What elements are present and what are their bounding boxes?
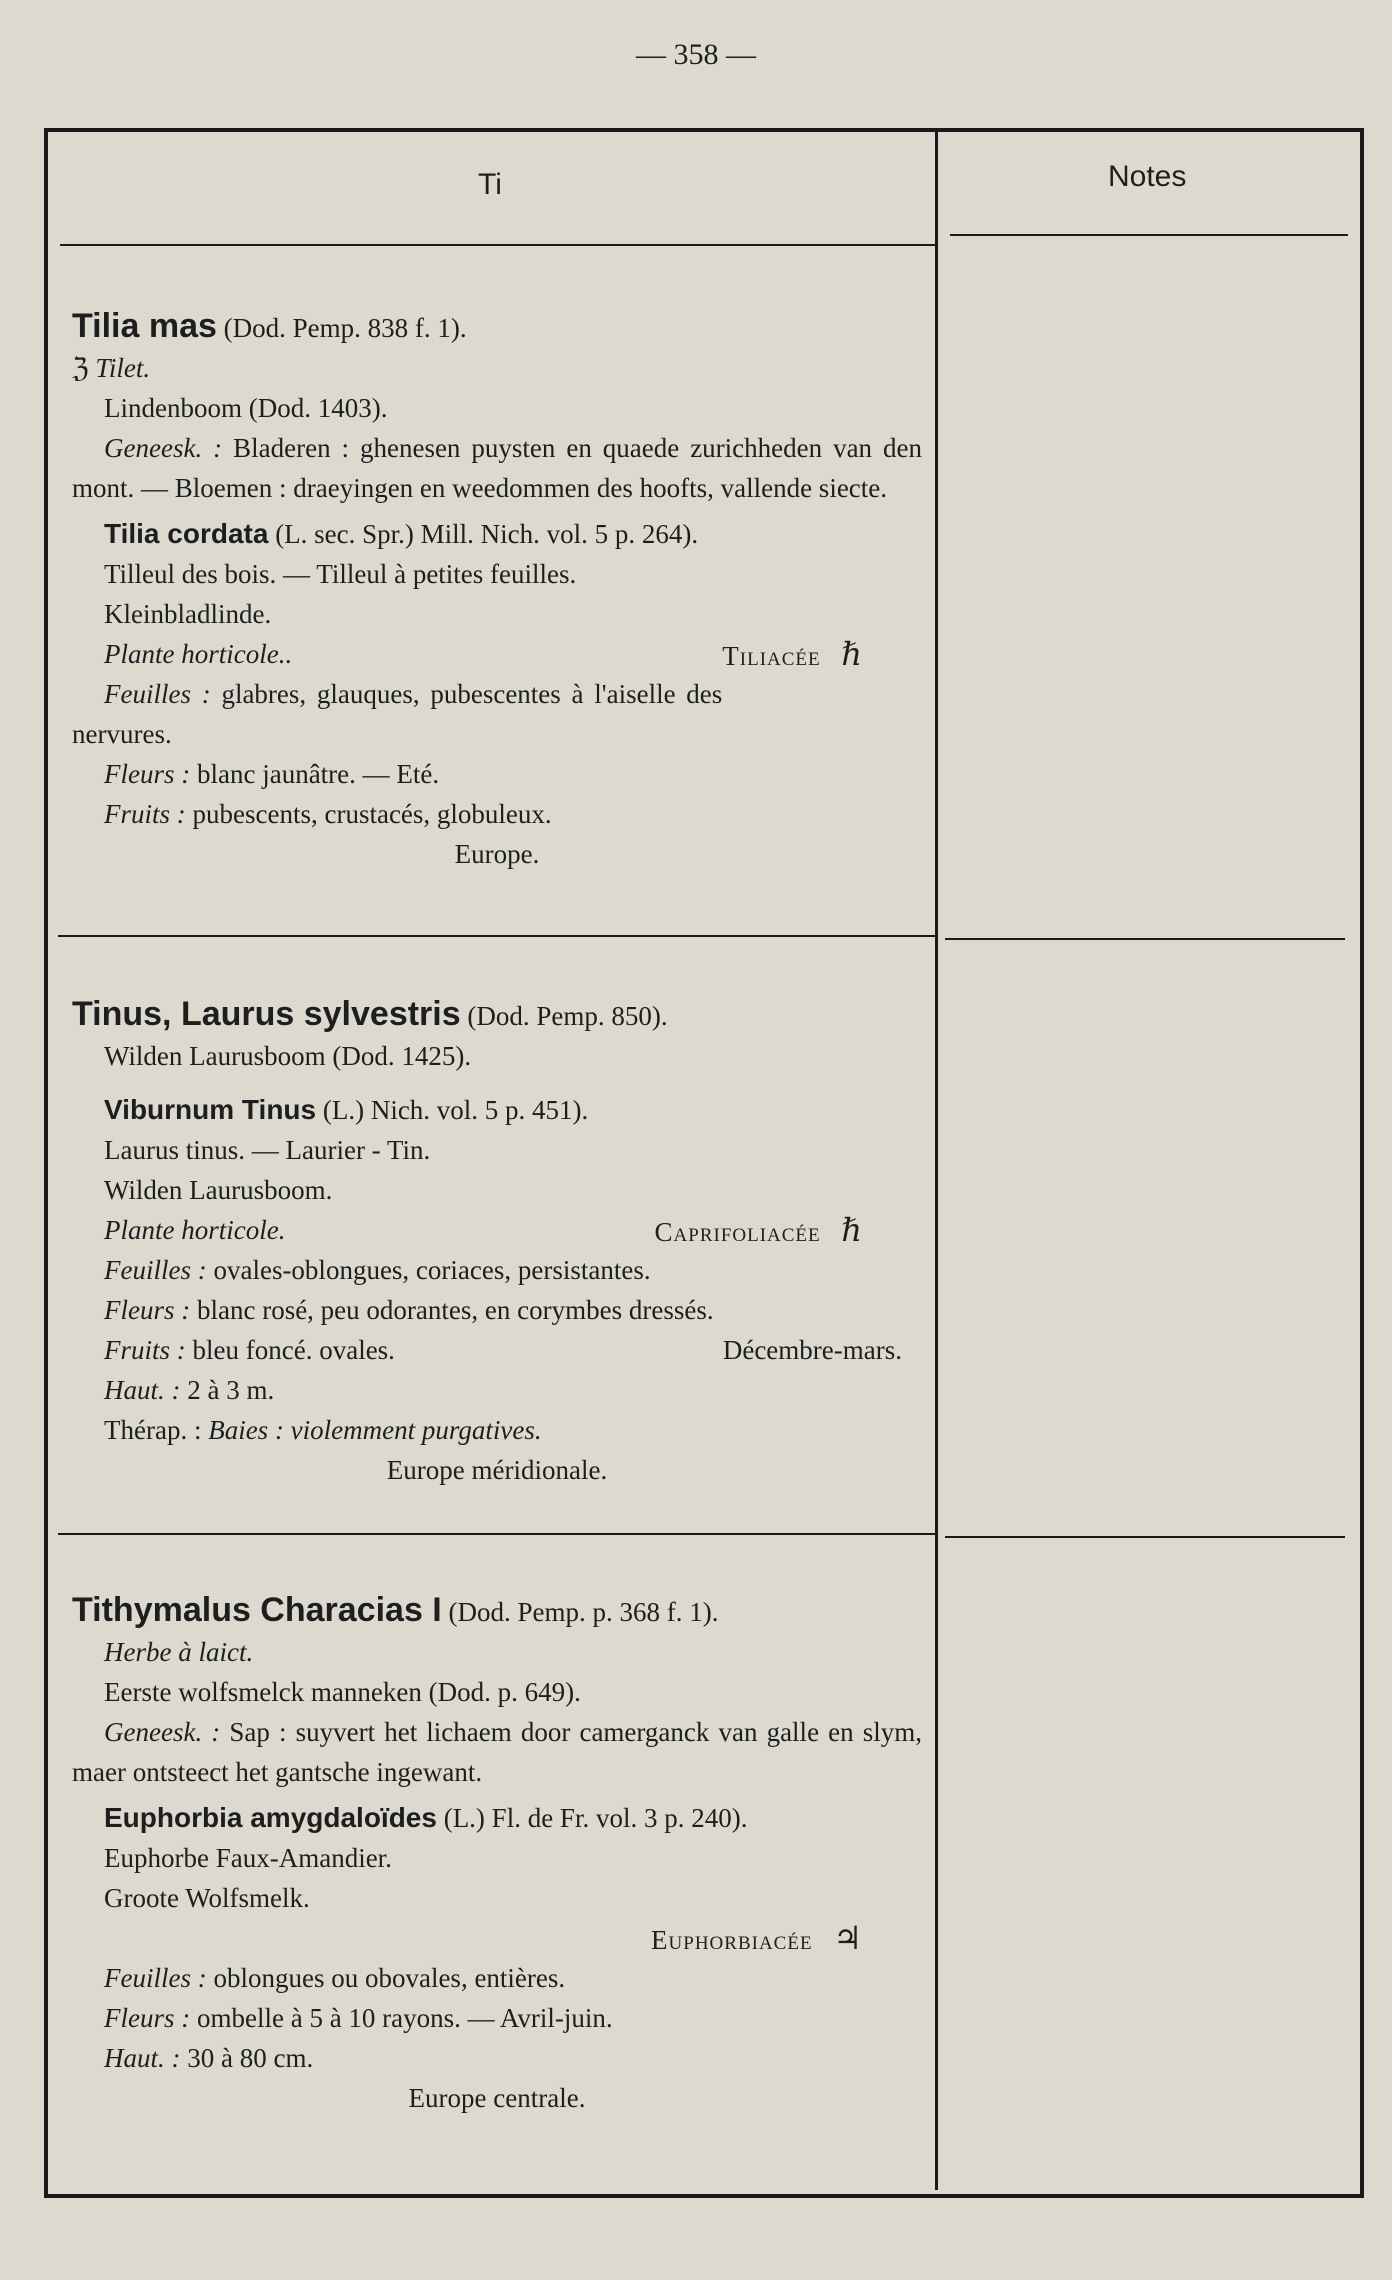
geneesk-paragraph bbox=[72, 1712, 922, 1792]
height-label: Haut. : bbox=[104, 2043, 181, 2073]
old-name-mark: ℨ bbox=[72, 353, 89, 383]
old-name-line bbox=[72, 348, 922, 388]
plant-type: Plante horticole. bbox=[104, 1215, 286, 1245]
entry-heading bbox=[72, 306, 922, 348]
modern-name: Euphorbia amygdaloïdes bbox=[104, 1802, 437, 1833]
flowers-text: ombelle à 5 à 10 rayons. — Avril-juin. bbox=[196, 2003, 613, 2033]
geneesk-paragraph bbox=[72, 428, 922, 508]
modern-name: Tilia cordata bbox=[104, 518, 269, 549]
leaves-text: ovales-oblongues, coriaces, persistantes. bbox=[213, 1255, 651, 1285]
entry-heading bbox=[72, 1590, 922, 1632]
entry-separator-1 bbox=[58, 935, 935, 937]
modern-ref: (L.) Fl. de Fr. vol. 3 p. 240). bbox=[443, 1803, 748, 1833]
height-text: 2 à 3 m. bbox=[187, 1375, 275, 1405]
flowers-text: blanc rosé, peu odorantes, en corymbes dressés. bbox=[196, 1295, 714, 1325]
region: Europe méridionale. bbox=[386, 1455, 608, 1485]
entry-tithymalus bbox=[72, 1590, 922, 2118]
fruits-line bbox=[72, 1330, 922, 1370]
dutch-name: Wilden Laurusboom (Dod. 1425). bbox=[104, 1041, 472, 1071]
perennial-symbol-icon: ♃ bbox=[833, 1920, 862, 1956]
flowers-label: Fleurs : bbox=[104, 1295, 191, 1325]
family-name: Tiliacée bbox=[722, 641, 821, 671]
dodoens-ref: (Dod. Pemp. 850). bbox=[467, 1001, 668, 1031]
leaves-label: Feuilles : bbox=[104, 679, 211, 709]
fruits-text: bleu foncé. ovales. bbox=[192, 1335, 395, 1365]
page-number: — 358 — bbox=[636, 38, 756, 71]
family-block bbox=[722, 634, 862, 676]
fruits-text: pubescents, crustacés, globuleux. bbox=[192, 799, 552, 829]
plant-type: Plante horticole.. bbox=[104, 639, 293, 669]
geneesk-text: Bladeren : ghenesen puysten en quaede zurichheden van den mont. — Bloemen : draeyingen en weedommen des hoofts, vallende siecte. bbox=[72, 433, 922, 503]
leaves-text: glabres, glauques, pubescentes à l'aiselle des nervures. bbox=[72, 679, 723, 749]
column-header-ti: Ti bbox=[478, 168, 502, 201]
height-label: Haut. : bbox=[104, 1375, 181, 1405]
family-line bbox=[72, 1918, 922, 1958]
tree-symbol-icon: ℏ bbox=[841, 636, 862, 672]
common-name-nl: Wilden Laurusboom. bbox=[104, 1175, 333, 1205]
entry-heading bbox=[72, 994, 922, 1036]
modern-ref: (L. sec. Spr.) Mill. Nich. vol. 5 p. 264). bbox=[275, 519, 699, 549]
fruits-label: Fruits : bbox=[104, 799, 186, 829]
header-rule-right bbox=[950, 234, 1348, 236]
dodoens-ref: (Dod. Pemp. p. 368 f. 1). bbox=[448, 1597, 719, 1627]
geneesk-label: Geneesk. : bbox=[104, 433, 223, 463]
synonym-line: Laurus tinus. — Laurier - Tin. bbox=[104, 1135, 431, 1165]
common-name-nl: Groote Wolfsmelk. bbox=[104, 1883, 310, 1913]
headword: Tilia mas bbox=[72, 307, 217, 345]
dodoens-ref: (Dod. Pemp. 838 f. 1). bbox=[223, 313, 467, 343]
family-name: Euphorbiacée bbox=[651, 1925, 813, 1955]
therap-label: Thérap. : bbox=[104, 1415, 202, 1445]
old-name: Tilet. bbox=[95, 353, 151, 383]
height-line bbox=[72, 1370, 922, 1410]
modern-name-line bbox=[72, 1090, 922, 1130]
fruits-line bbox=[72, 794, 922, 834]
column-header-notes: Notes bbox=[1108, 160, 1187, 193]
entry-tilia bbox=[72, 306, 922, 874]
family-name: Caprifoliacée bbox=[654, 1217, 821, 1247]
flowers-line bbox=[72, 1290, 922, 1330]
flowers-label: Fleurs : bbox=[104, 2003, 191, 2033]
leaves-line bbox=[72, 1250, 922, 1290]
leaves-label: Feuilles : bbox=[104, 1963, 207, 1993]
common-name-fr: Tilleul des bois. — Tilleul à petites feuilles. bbox=[104, 559, 577, 589]
leaves-paragraph bbox=[72, 674, 922, 754]
left-border bbox=[44, 128, 48, 2194]
flowers-line bbox=[72, 754, 922, 794]
modern-name: Viburnum Tinus bbox=[104, 1094, 317, 1125]
therap-text: Baies : violemment purgatives. bbox=[208, 1415, 542, 1445]
headword: Tithymalus Characias I bbox=[72, 1591, 442, 1629]
header-rule-left bbox=[60, 244, 935, 246]
dutch-name: Lindenboom (Dod. 1403). bbox=[104, 393, 388, 423]
leaves-label: Feuilles : bbox=[104, 1255, 207, 1285]
geneesk-text: Sap : suyvert het lichaem door camerganck van galle en slym, maer ontsteect het gantsche ingewant. bbox=[72, 1717, 923, 1787]
season: Décembre-mars. bbox=[722, 1335, 902, 1365]
entry-separator-2-notes bbox=[945, 1536, 1345, 1538]
entry-separator-2 bbox=[58, 1533, 935, 1535]
plant-type-line bbox=[72, 1210, 922, 1250]
modern-ref: (L.) Nich. vol. 5 p. 451). bbox=[322, 1095, 589, 1125]
entry-separator-1-notes bbox=[945, 938, 1345, 940]
family-block bbox=[655, 1210, 862, 1252]
column-divider bbox=[935, 132, 938, 2190]
old-name: Herbe à laict. bbox=[104, 1637, 254, 1667]
region: Europe centrale. bbox=[408, 2083, 586, 2113]
tree-symbol-icon: ℏ bbox=[841, 1212, 862, 1248]
common-name-fr: Euphorbe Faux-Amandier. bbox=[104, 1843, 392, 1873]
flowers-label: Fleurs : bbox=[104, 759, 191, 789]
therap-line bbox=[72, 1410, 922, 1450]
family-block bbox=[651, 1918, 862, 1960]
modern-name-line bbox=[72, 1798, 922, 1838]
geneesk-label: Geneesk. : bbox=[104, 1717, 221, 1747]
plant-type-line bbox=[72, 634, 922, 674]
region: Europe. bbox=[454, 839, 540, 869]
height-line bbox=[72, 2038, 922, 2078]
leaves-text: oblongues ou obovales, entières. bbox=[213, 1963, 566, 1993]
fruits-label: Fruits : bbox=[104, 1335, 186, 1365]
right-border bbox=[1360, 128, 1364, 2194]
entry-tinus bbox=[72, 994, 922, 1490]
flowers-line bbox=[72, 1998, 922, 2038]
dutch-name: Eerste wolfsmelck manneken (Dod. p. 649). bbox=[104, 1677, 581, 1707]
modern-name-line bbox=[72, 514, 922, 554]
leaves-line bbox=[72, 1958, 922, 1998]
flowers-text: blanc jaunâtre. — Eté. bbox=[196, 759, 440, 789]
height-text: 30 à 80 cm. bbox=[187, 2043, 314, 2073]
headword: Tinus, Laurus sylvestris bbox=[72, 995, 461, 1033]
common-name-nl: Kleinbladlinde. bbox=[104, 599, 272, 629]
